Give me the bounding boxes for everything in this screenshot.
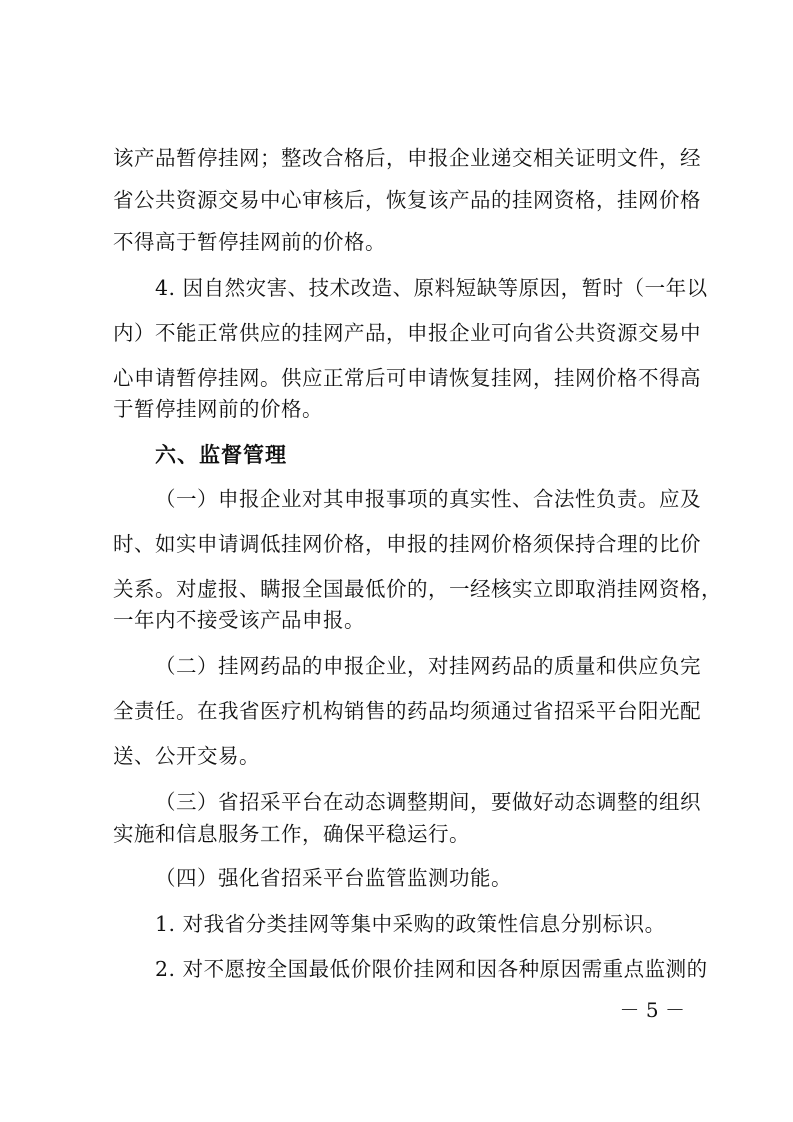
paragraph-line-1: 该产品暂停挂网；整改合格后，申报企业递交相关证明文件，经 <box>113 146 701 170</box>
clause-2-line-3: 送、公开交易。 <box>113 744 260 768</box>
clause-3-line-1: （三）省招采平台在动态调整期间，要做好动态调整的组织 <box>155 790 701 814</box>
clause-1-line-3: 关系。对虚报、瞒报全国最低价的，一经核实立即取消挂网资格， <box>113 577 722 601</box>
clause-4-line-1: （四）强化省招采平台监管监测功能。 <box>155 866 512 890</box>
section-heading-supervision: 六、监督管理 <box>155 443 287 467</box>
page-number: － 5 － <box>619 998 685 1022</box>
item-4-line-1: 4. 因自然灾害、技术改造、原料短缺等原因，暂时（一年以 <box>155 276 708 300</box>
clause-1-line-1: （一）申报企业对其申报事项的真实性、合法性负责。应及 <box>155 487 701 511</box>
paragraph-line-3: 不得高于暂停挂网前的价格。 <box>113 230 386 254</box>
item-4-line-4: 于暂停挂网前的价格。 <box>113 397 323 421</box>
item-4-line-2: 内）不能正常供应的挂网产品，申报企业可向省公共资源交易中 <box>113 321 701 345</box>
item-2-line-1: 2. 对不愿按全国最低价限价挂网和因各种原因需重点监测的 <box>155 957 708 981</box>
item-4-line-3: 心申请暂停挂网。供应正常后可申请恢复挂网，挂网价格不得高 <box>113 366 701 390</box>
clause-1-line-4: 一年内不接受该产品申报。 <box>113 608 365 632</box>
paragraph-line-2: 省公共资源交易中心审核后，恢复该产品的挂网资格，挂网价格 <box>113 188 701 212</box>
clause-3-line-2: 实施和信息服务工作，确保平稳运行。 <box>113 822 470 846</box>
item-1-line-1: 1. 对我省分类挂网等集中采购的政策性信息分别标识。 <box>155 912 666 936</box>
clause-2-line-2: 全责任。在我省医疗机构销售的药品均须通过省招采平台阳光配 <box>113 699 701 723</box>
clause-1-line-2: 时、如实申请调低挂网价格，申报的挂网价格须保持合理的比价 <box>113 532 701 556</box>
clause-2-line-1: （二）挂网药品的申报企业，对挂网药品的质量和供应负完 <box>155 654 701 678</box>
